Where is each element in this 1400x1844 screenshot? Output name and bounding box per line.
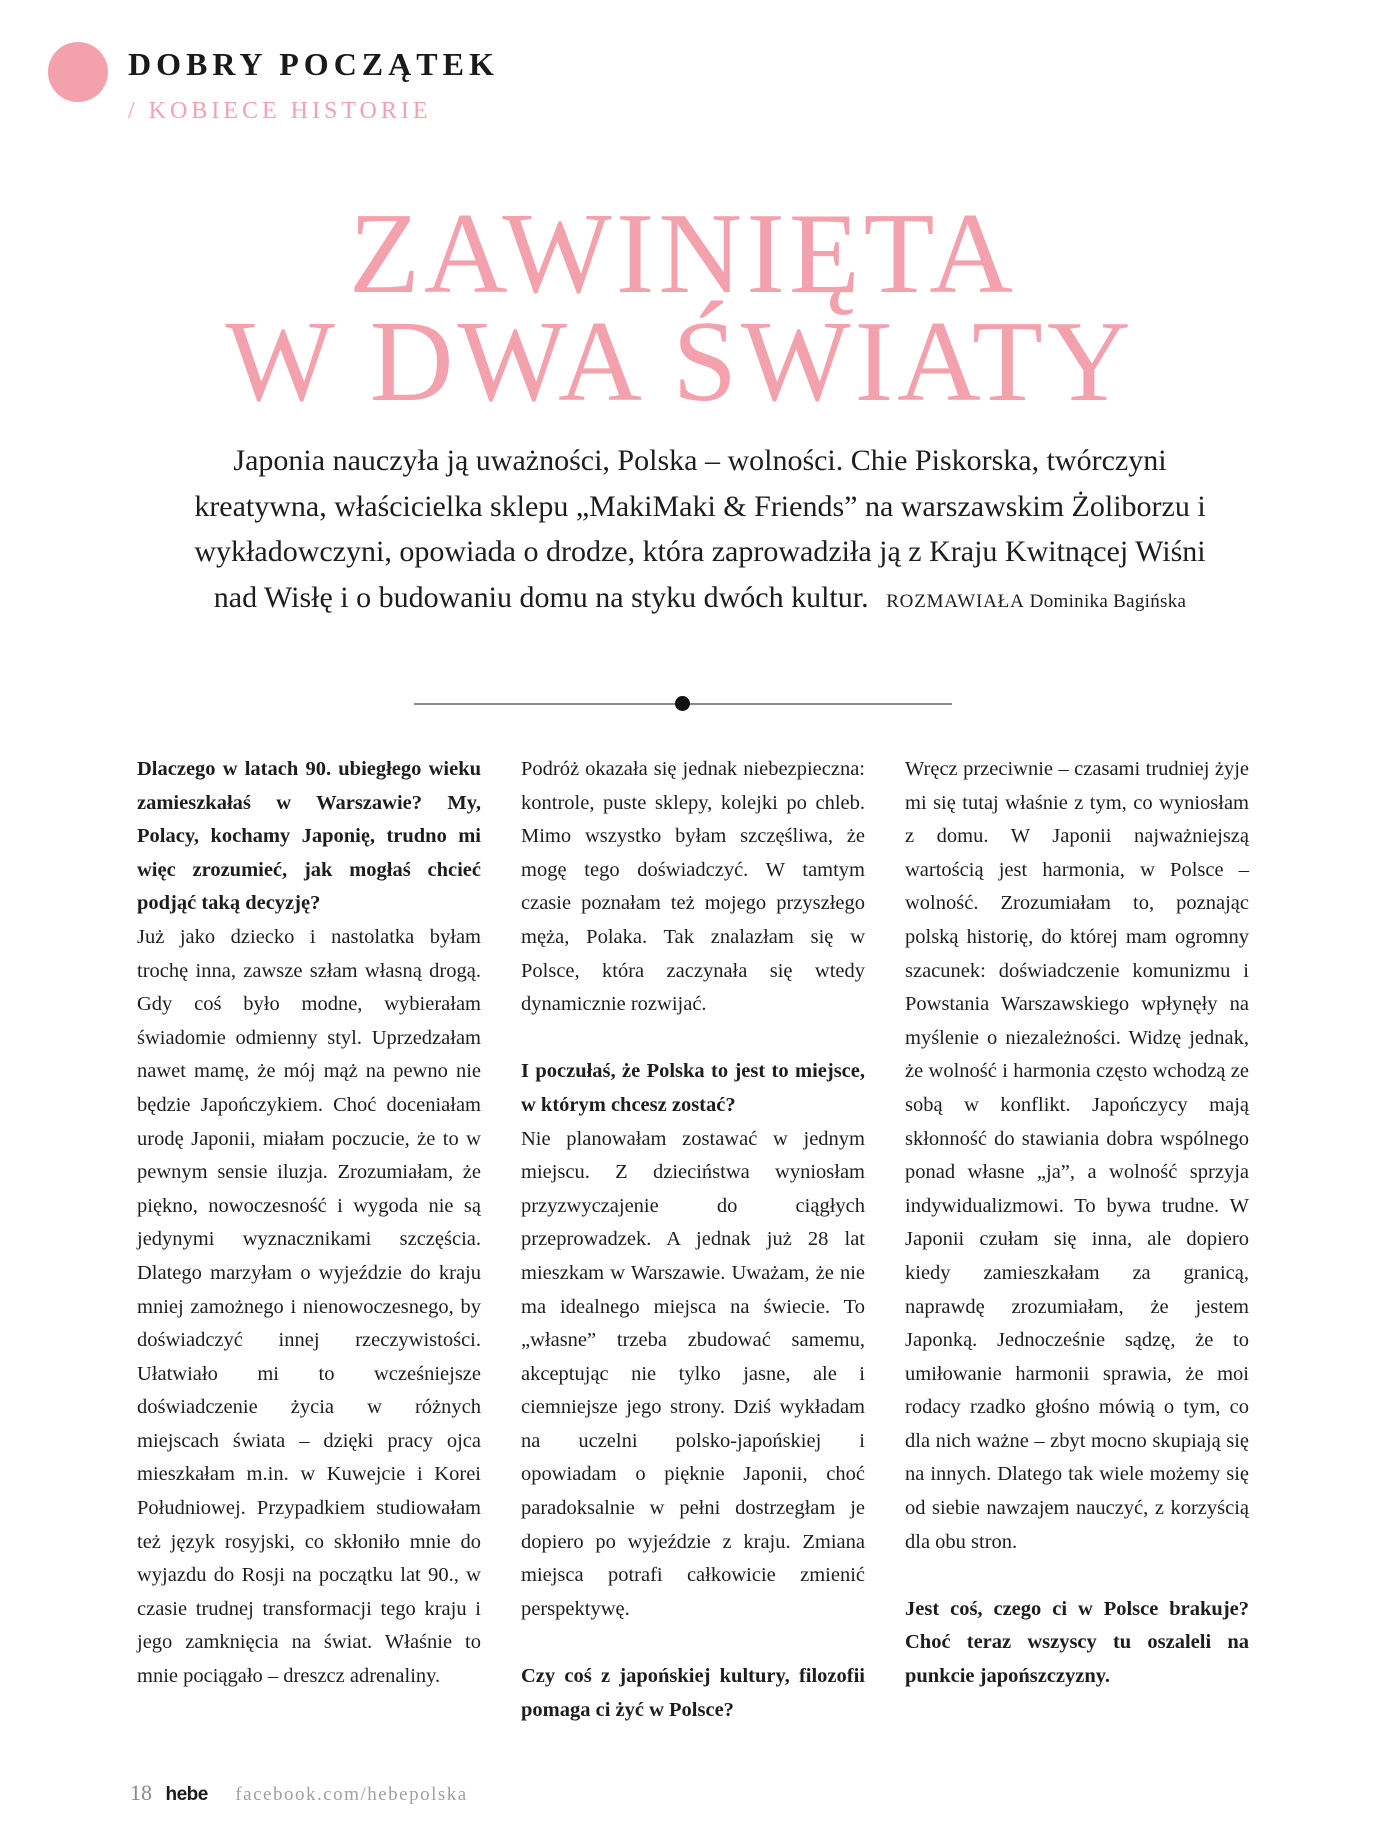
interview-answer: Podróż okazała się jednak niebezpieczna: kontrole, puste sklepy, kolejki po chleb. Mimo wszystko byłam szczęśliwa, że mogę tego doświadczyć. W tamtym czasie poznałam też mojego przyszłego męża, Polaka. Tak znalazłam się w Polsce, która zaczynała się wtedy dynamicznie rozwijać.: [521, 758, 865, 1016]
headline-line-1: ZAWINIĘTA: [348, 190, 1018, 318]
divider-dot-icon: [675, 696, 690, 711]
headline-line-2: W DWA ŚWIATY: [225, 298, 1135, 426]
interview-question: Czy coś z japońskiej kultury, filozofii pomaga ci żyć w Polsce?: [521, 1665, 865, 1721]
facebook-link[interactable]: facebook.com/hebepolska: [235, 1784, 468, 1805]
byline: [876, 591, 1186, 612]
paragraph-spacer: [905, 1559, 1249, 1593]
article-column-2: [521, 753, 865, 1727]
interview-question: Jest coś, czego ci w Polsce brakuje? Choć teraz wszyscy tu oszaleli na punkcie japońszczyzny.: [905, 1597, 1249, 1688]
interview-question: I poczułaś, że Polska to jest to miejsce, w którym chcesz zostać?: [521, 1060, 865, 1116]
interview-answer: Już jako dziecko i nastolatka byłam trochę inna, zawsze szłam własną drogą. Gdy coś było modne, wybierałam świadomie odmienny styl. Uprzedzałam nawet mamę, że mój mąż na pewno nie będzie Japończykiem. Choć doceniałam urodę Japonii, miałam poczucie, że to w pewnym sensie iluzja. Zrozumiałam, że piękno, nowoczesność i wygoda nie są jedynymi wyznacznikami szczęścia. Dlatego marzyłam o wyjeździe do kraju mniej zamożnego i nienowoczesnego, by doświadczyć innej rzeczywistości. Ułatwiało mi to wcześniejsze doświadczenie życia w różnych miejscach świata – dzięki pracy ojca mieszkałam m.in. w Kuwejcie i Korei Południowej. Przypadkiem studiowałam też język rosyjski, co skłoniło mnie do wyjazdu do Rosji na początku lat 90., w czasie trudnej transformacji tego kraju i jego zamknięcia na świat. Właśnie to mnie pociągało – dreszcz adrenaliny.: [137, 925, 481, 1688]
pink-circle-icon: [48, 42, 108, 102]
paragraph-spacer: [521, 1626, 865, 1660]
page-number: 18: [130, 1780, 152, 1805]
section-subtitle: / KOBIECE HISTORIE: [128, 98, 432, 124]
paragraph-spacer: [521, 1022, 865, 1056]
article-column-3: [905, 753, 1249, 1694]
interview-answer: Wręcz przeciwnie – czasami trudniej żyje mi się tutaj właśnie z tym, co wyniosłam z domu. W Japonii najważniejszą wartością jest harmonia, w Polsce – wolność. Zrozumiałam to, poznając polską historię, do której mam ogromny szacunek: doświadczenie komunizmu i Powstania Warszawskiego wpłynęły na myślenie o niezależności. Widzę jednak, że wolność i harmonia często wchodzą ze sobą w konflikt. Japończycy mają skłonność do stawiania dobra wspólnego ponad własne „ja”, a wolność sprzyja indywidualizmowi. To bywa trudne. W Japonii czułam się inna, ale dopiero kiedy zamieszkałam za granicą, naprawdę zrozumiałam, że jestem Japonką. Jednocześnie sądzę, że to umiłowanie harmonii sprawia, że moi rodacy rzadko głośno mówią o tym, co dla nich ważne – zbyt mocno skupiają się na innych. Dlatego tak wiele możemy się od siebie nawzajem nauczyć, z korzyścią dla obu stron.: [905, 758, 1249, 1553]
byline-label: ROZMAWIAŁA: [886, 590, 1025, 612]
section-title: DOBRY POCZĄTEK: [128, 46, 499, 82]
lead-paragraph: [180, 438, 1220, 624]
page-footer: [130, 1780, 468, 1806]
brand-logo: hebe: [165, 1784, 208, 1805]
interview-answer: Nie planowałam zostawać w jednym miejscu. Z dzieciństwa wyniosłam przyzwyczajenie do ciągłych przeprowadzek. A jednak już 28 lat mieszkam w Warszawie. Uważam, że nie ma idealnego miejsca na świecie. To „własne” trzeba zbudować samemu, akceptując nie tylko jasne, ale i ciemniejsze jego strony. Dziś wykładam na uczelni polsko-japońskiej i opowiadam o pięknie Japonii, choć paradoksalnie w pełni dostrzegłam je dopiero po wyjeździe z kraju. Zmiana miejsca potrafi całkowicie zmienić perspektywę.: [521, 1127, 865, 1620]
interview-question: Dlaczego w latach 90. ubiegłego wieku zamieszkałaś w Warszawie? My, Polacy, kochamy Japonię, trudno mi więc zrozumieć, jak mogłaś chcieć podjąć taką decyzję?: [137, 758, 481, 915]
lead-text: Japonia nauczyła ją uważności, Polska – wolności. Chie Piskorska, twórczyni kreatywna, właścicielka sklepu „MakiMaki & Friends” na warszawskim Żoliborzu i wykładowczyni, opowiada o drodze, która zaprowadziła ją z Kraju Kwitnącej Wiśni nad Wisłę i o budowaniu domu na styku dwóch kultur.: [194, 444, 1206, 614]
article-column-1: [137, 753, 481, 1694]
byline-name: Dominika Bagińska: [1029, 590, 1187, 612]
